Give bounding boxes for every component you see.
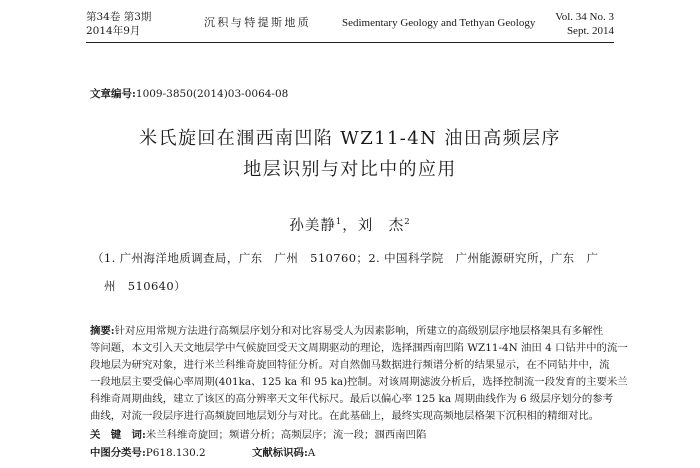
classification xyxy=(90,444,206,459)
abstract-line-4: 一段地层主要受偏心率周期(401ka、125 ka 和 95 ka)控制。对该周期滤波分析后，选择控制流一段发育的主要米兰 xyxy=(90,376,628,388)
volume-en: Vol. 34 No. 3 xyxy=(555,11,614,23)
authors xyxy=(0,214,700,235)
author-2-affil: 2 xyxy=(404,217,411,228)
keywords-label: 关 键 词: xyxy=(90,429,146,441)
journal-name-en: Sedimentary Geology and Tethyan Geology xyxy=(342,17,536,29)
abstract-label: 摘要: xyxy=(90,325,115,337)
date-cn: 2014年9月 xyxy=(86,25,141,37)
abstract-line-6: 曲线，对流一段层序进行高频旋回地层划分与对比。在此基础上，最终实现高频地层格架下沉积相的精细对比。 xyxy=(90,410,600,422)
journal-name-cn: 沉积与特提斯地质 xyxy=(204,16,312,29)
abstract-line-5: 科维奇周期曲线，建立了该区的高分辨率天文年代标尺。最后以偏心率 125 ka 周期曲线作为 6 级层序划分的参考 xyxy=(90,393,614,405)
clc-value: P618.130.2 xyxy=(145,447,206,459)
header-right xyxy=(555,10,614,38)
author-1: 孙美静 xyxy=(289,218,336,234)
volume-cn: 第34卷 第3期 xyxy=(86,11,152,23)
abstract-line-1 xyxy=(90,322,603,337)
title-line-2: 地层识别与对比中的应用 xyxy=(243,159,457,180)
article-number-value: 1009-3850(2014)03-0064-08 xyxy=(135,88,289,100)
clc-label: 中图分类号: xyxy=(90,447,146,459)
author-separator: ， xyxy=(342,218,358,234)
abstract-line-2: 等问题，本文引入天文地层学中气候旋回受天文周期驱动的理论，选择涠西南凹陷 WZ11-4N 油田 4 口钻井中的流一 xyxy=(90,342,628,354)
doc-code-value: A xyxy=(307,447,316,459)
doc-code xyxy=(252,444,315,459)
doc-code-label: 文献标识码: xyxy=(252,447,308,459)
keywords xyxy=(90,426,426,441)
abstract-text-1: 针对应用常规方法进行高频层序划分和对比容易受人为因素影响，所建立的高级别层序地层格架具有多解性 xyxy=(114,325,603,337)
date-en: Sept. 2014 xyxy=(566,25,614,37)
article-number-label: 文章编号: xyxy=(90,88,136,100)
header-left xyxy=(86,10,151,38)
article-number xyxy=(90,86,288,101)
title-line-1: 米氏旋回在涠西南凹陷 WZ11-4N 油田高频层序 xyxy=(139,128,561,149)
header-rule xyxy=(86,42,614,43)
abstract-line-3: 段地层为研究对象，进行米兰科维奇旋回特征分析。对自然伽马数据进行频谱分析的结果显示，在不同钻井中，流 xyxy=(90,359,610,371)
affiliation-line-1: （1. 广州海洋地质调查局，广东 广州 510760；2. 中国科学院 广州能源研究所，广东 广 xyxy=(92,251,599,265)
author-2: 刘 杰 xyxy=(357,218,405,234)
author-1-affil: 1 xyxy=(335,217,343,228)
keywords-value: 米兰科维奇旋回；频谱分析；高频层序；流一段；涠西南凹陷 xyxy=(145,429,427,441)
affiliation-line-2: 州 510640） xyxy=(104,279,186,293)
